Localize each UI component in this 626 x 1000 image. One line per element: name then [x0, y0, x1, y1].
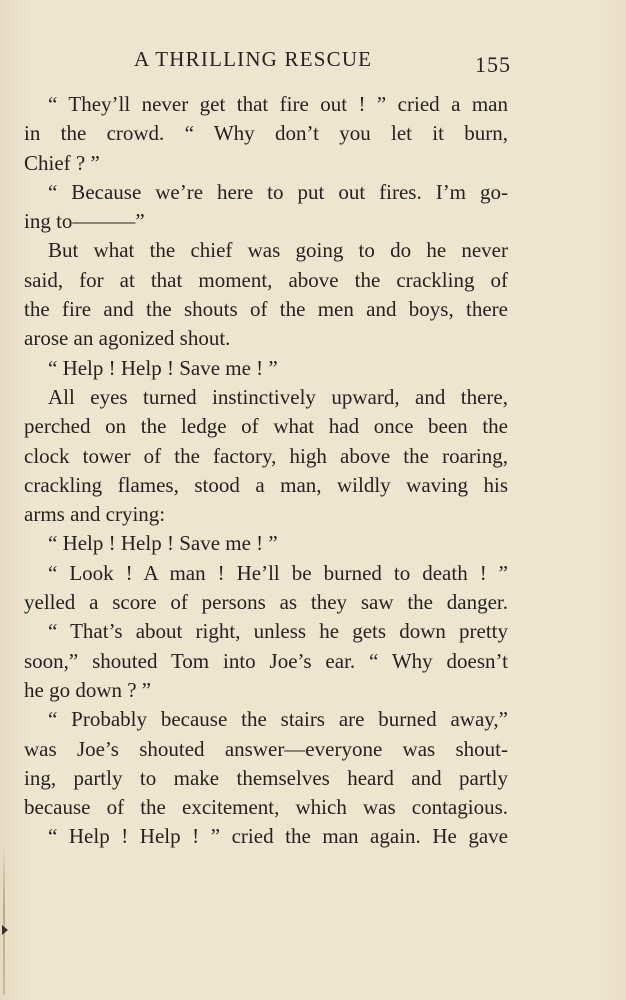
- margin-arrow-icon: [2, 925, 8, 935]
- running-title: A THRILLING RESCUE: [134, 47, 373, 71]
- text-line: the fire and the shouts of the men and boys, there: [24, 297, 508, 322]
- text-line: “ Because we’re here to put out fires. I’m go-: [48, 179, 508, 204]
- text-line: arms and crying:: [24, 502, 166, 527]
- text-line: in the crowd. “ Why don’t you let it burn,: [24, 121, 508, 146]
- text-line: clock tower of the factory, high above the roaring,: [24, 443, 508, 468]
- text-line: ing to———”: [24, 209, 145, 234]
- text-line: But what the chief was going to do he never: [48, 238, 508, 263]
- text-line: he go down ? ”: [24, 677, 152, 702]
- page-number: 155: [475, 52, 511, 77]
- body-text: [24, 90, 508, 852]
- text-line: “ Help ! Help ! ” cried the man again. He gave: [48, 824, 508, 849]
- text-line: “ Help ! Help ! Save me ! ”: [48, 531, 278, 556]
- text-line: perched on the ledge of what had once been the: [24, 414, 508, 439]
- text-line: yelled a score of persons as they saw the danger.: [24, 590, 508, 615]
- text-line: “ Look ! A man ! He’ll be burned to death ! ”: [48, 560, 508, 585]
- text-line: ing, partly to make themselves heard and partly: [24, 765, 508, 790]
- text-line: All eyes turned instinctively upward, and there,: [48, 384, 508, 409]
- text-line: arose an agonized shout.: [24, 326, 231, 351]
- text-line: soon,” shouted Tom into Joe’s ear. “ Why doesn’t: [24, 648, 508, 673]
- text-line: “ They’ll never get that fire out ! ” cried a man: [48, 92, 508, 116]
- text-line: “ Probably because the stairs are burned away,”: [48, 707, 508, 732]
- text-line: “ Help ! Help ! Save me ! ”: [48, 355, 278, 380]
- text-line: “ That’s about right, unless he gets down pretty: [48, 619, 508, 644]
- running-head: [0, 45, 626, 79]
- gutter-edge: [3, 845, 5, 995]
- text-line: was Joe’s shouted answer—everyone was shout-: [24, 736, 508, 761]
- text-line: crackling flames, stood a man, wildly waving his: [24, 472, 508, 497]
- text-line: because of the excitement, which was contagious.: [24, 795, 508, 820]
- text-line: Chief ? ”: [24, 150, 100, 175]
- text-line: said, for at that moment, above the crackling of: [24, 267, 508, 292]
